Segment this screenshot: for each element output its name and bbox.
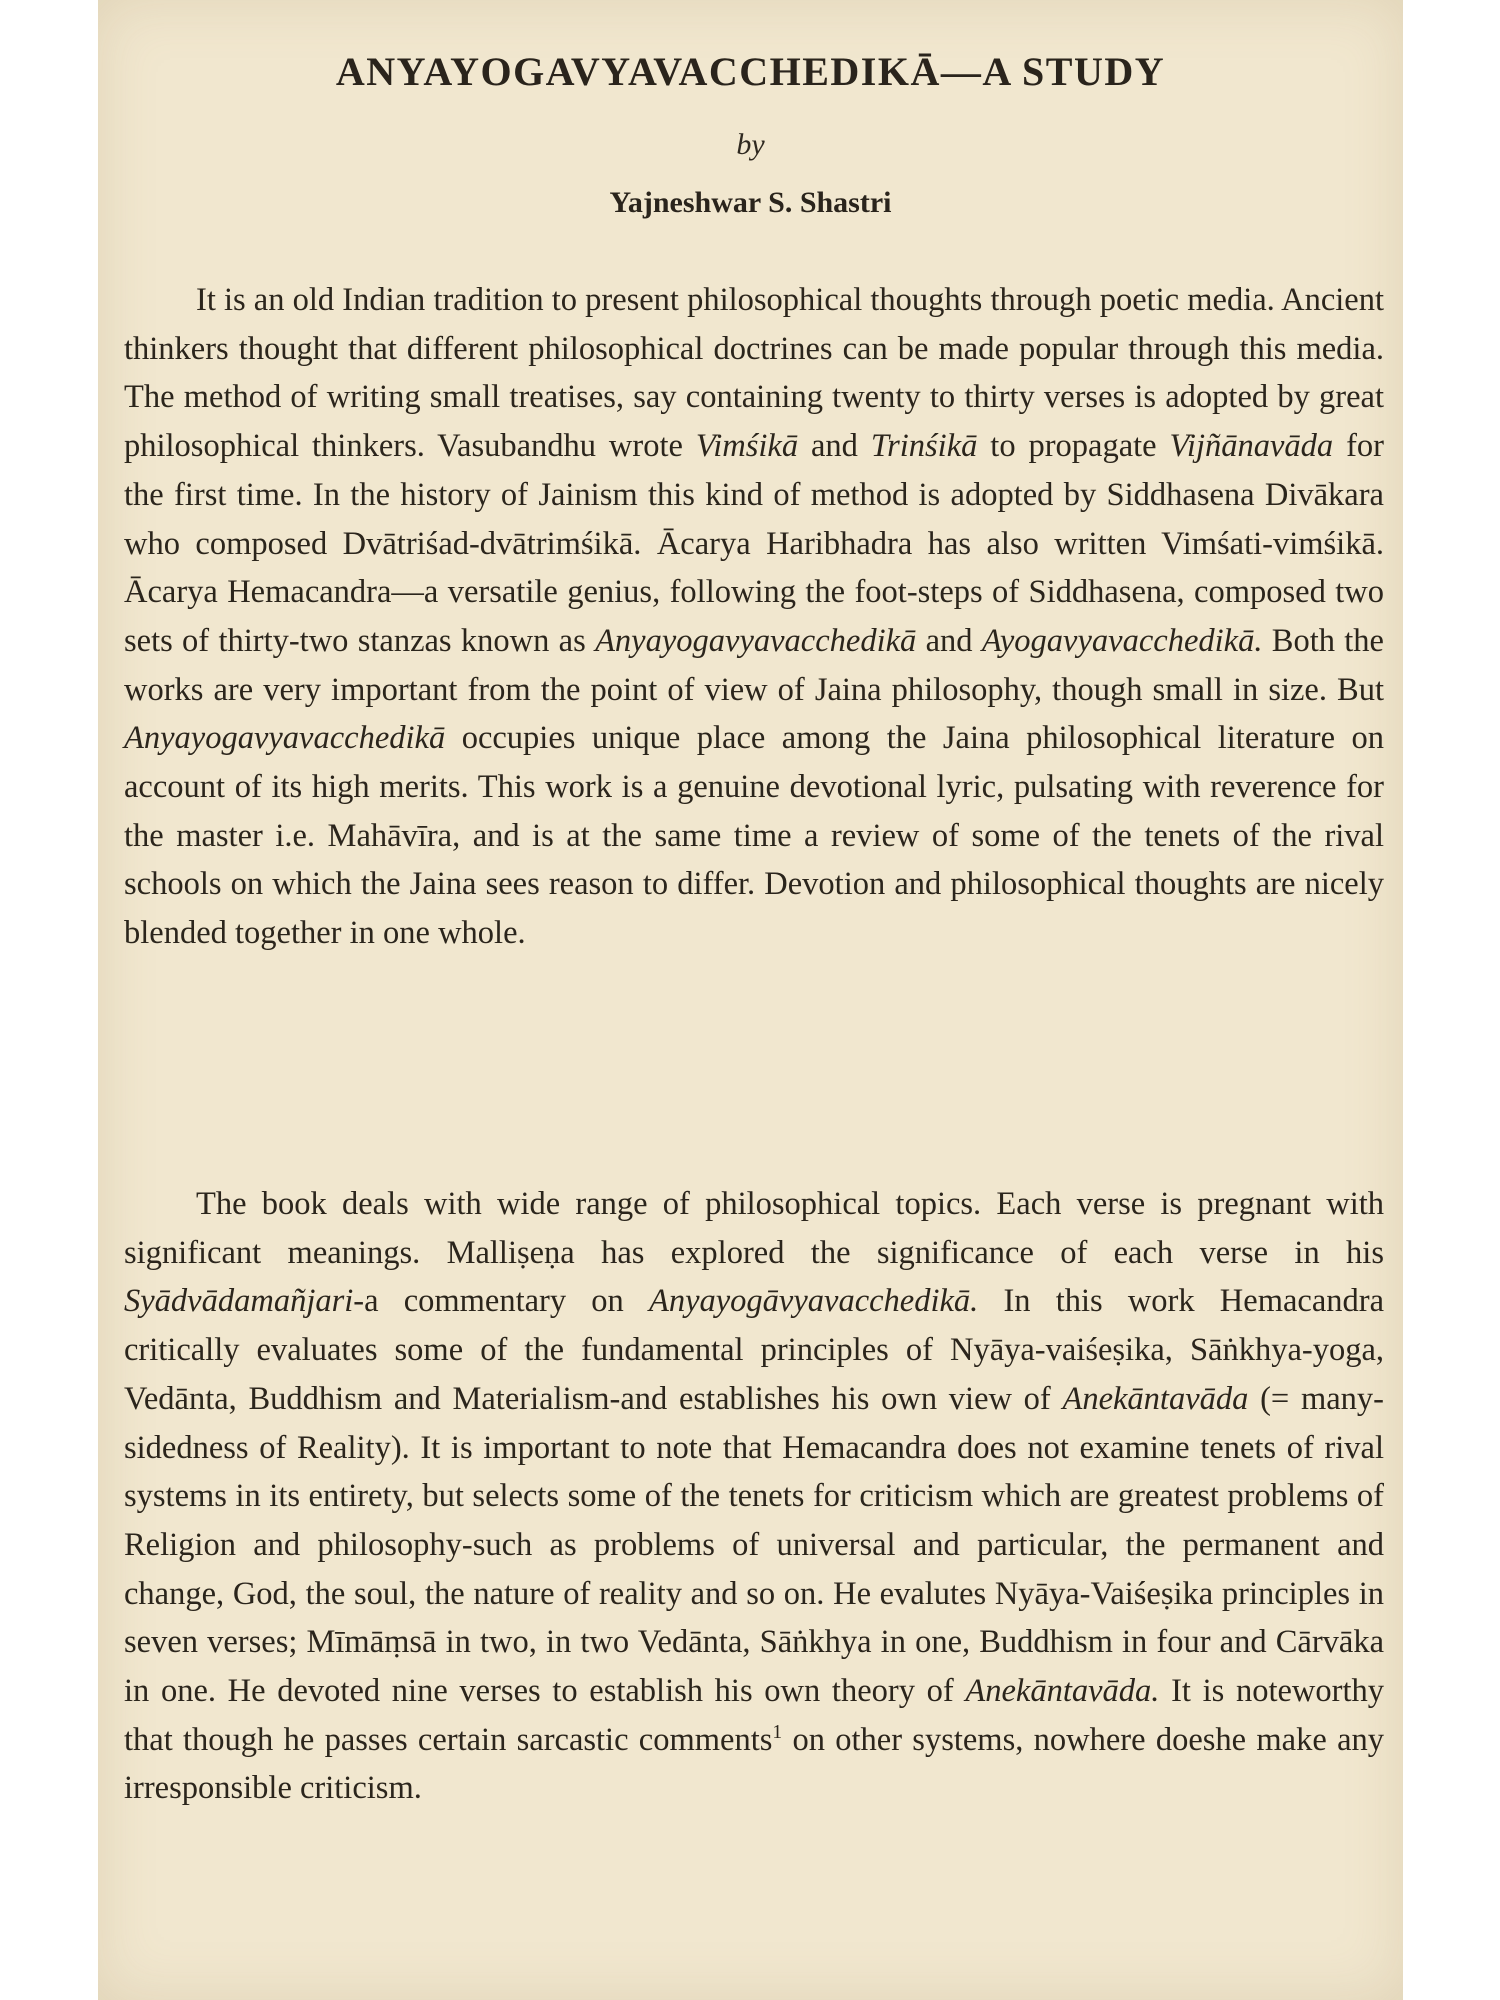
paragraph-1 <box>124 276 1384 958</box>
article-title: ANYAYOGAVYAVACCHEDIKĀ—A STUDY <box>335 49 1166 94</box>
text-run: occupies unique place among the Jaina philosophical literature on account of its high merits. This work is a genuine devotional lyric, pulsating with reverence for the master i.e. Mahāvīra, and is at the same time a review of some of the tenets of the rival schools on which the Jaina sees reason to differ. Devotion and philosophical thoughts are nicely blended together in one whole. <box>124 720 1384 952</box>
text-run: on other systems, nowhere doeshe make any irresponsible criticism. <box>124 1721 1384 1807</box>
italic-term: Anyayogavyavacchedikā <box>595 622 917 659</box>
italic-term: Trinśikā <box>870 428 978 465</box>
italic-term: Anyayogāvyavacchedikā. <box>648 1283 979 1320</box>
italic-term: Anyayogavyavacchedikā <box>124 720 446 757</box>
italic-term: Anekāntavāda. <box>965 1673 1160 1710</box>
italic-term: Anekāntavāda <box>1062 1380 1249 1417</box>
footnote-marker: 1 <box>772 1721 783 1743</box>
page-sheet <box>98 0 1403 2000</box>
text-run: and <box>916 622 982 659</box>
text-run: It is noteworthy that though he passes certain sarcastic comments <box>124 1673 1384 1758</box>
italic-term: Vijñānavāda <box>1169 428 1334 465</box>
italic-term: Ayogavyavacchedikā. <box>981 622 1263 659</box>
author-name: Yajneshwar S. Shastri <box>609 186 892 219</box>
text-run: to propagate <box>977 428 1170 465</box>
text-run: The book deals with wide range of philosophical topics. Each verse is pregnant with significant meanings. Malliṣeṇa has explored the significance of each verse in his <box>124 1186 1384 1271</box>
text-run: and <box>798 428 871 465</box>
text-run: It is an old Indian tradition to present philosophical thoughts through poetic media. Ancient thinkers thought that different philosophical doctrines can be made popular through this media. The method of writing small treatises, say containing twenty to thirty verses is adopted by great philosophical thinkers. Vasubandhu wrote <box>124 282 1384 465</box>
italic-term: Vimśikā <box>695 428 799 465</box>
text-run: (= many-sidedness of Reality). It is important to note that Hemacandra does not examine tenets of rival systems in its entirety, but selects some of the tenets for criticism which are greatest problems of Religion and philosophy-such as problems of universal and particular, the permanent and change, God, the soul, the nature of reality and so on. He evalutes Nyāya-Vaiśeṣika principles in seven verses; Mīmāṃsā in two, in two Vedānta, Sāṅkhya in one, Buddhism in four and Cārvāka in one. He devoted nine verses to establish his own theory of <box>124 1380 1384 1710</box>
text-run: In this work Hemacandra critically evaluates some of the fundamental principles of Nyāya-vaiśeṣika, Sāṅkhya-yoga, Vedānta, Buddhism and Materialism-and establishes his own view of <box>124 1283 1384 1417</box>
italic-term: Syādvādamañjari <box>124 1283 354 1320</box>
byline: by <box>736 128 765 161</box>
text-run: Both the works are very important from the point of view of Jaina philosophy, though small in size. But <box>124 622 1384 708</box>
paragraph-2 <box>124 1180 1384 1813</box>
text-run: for the first time. In the history of Jainism this kind of method is adopted by Siddhasena Divākara who composed Dvātriśad-dvātrimśikā. Ācarya Haribhadra has also written Vimśati-vimśikā. Ācarya Hemacandra—a versatile genius, following the foot-steps of Siddhasena, composed two sets of thirty-two stanzas known as <box>124 428 1384 659</box>
text-run: -a commentary on <box>353 1283 649 1320</box>
